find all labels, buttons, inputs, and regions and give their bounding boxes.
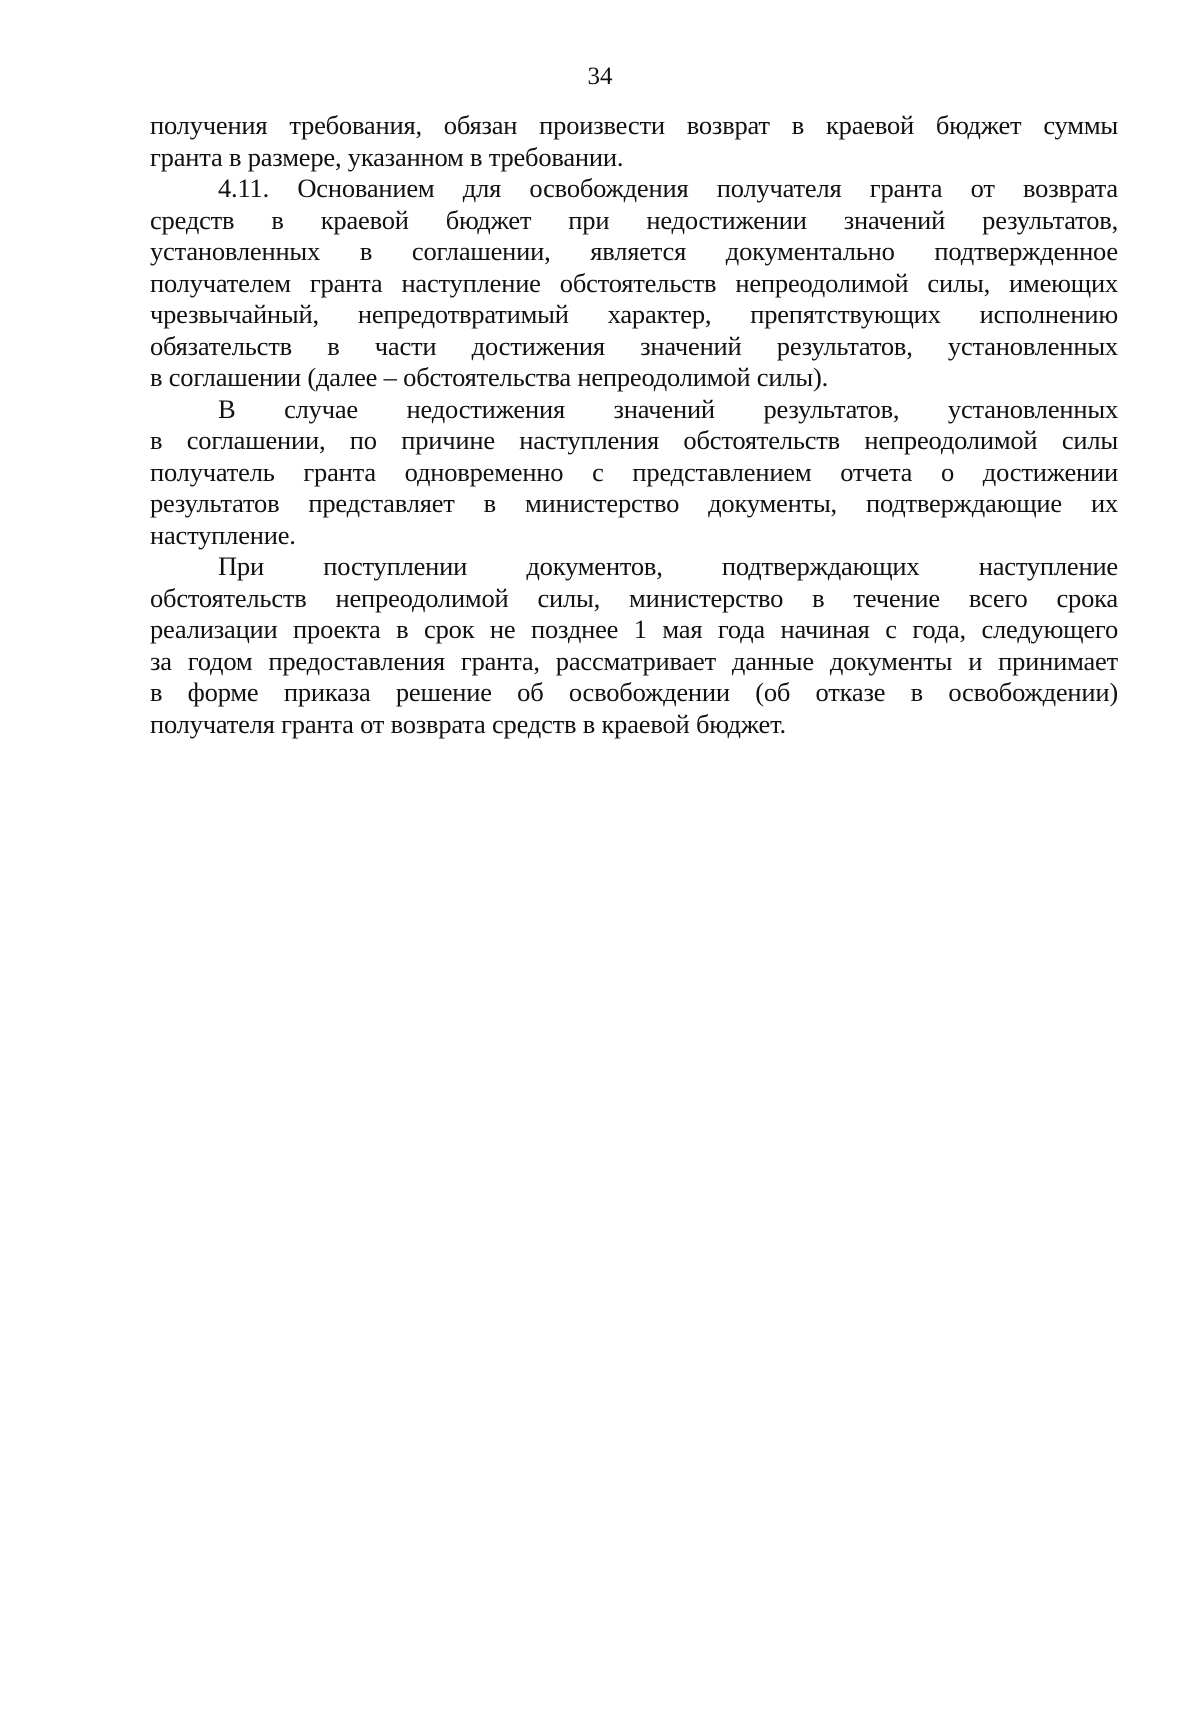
text-line: результатов представляет в министерство документы, подтверждающие их <box>150 488 1118 518</box>
text-line: получатель гранта одновременно с представлением отчета о достижении <box>150 456 1118 487</box>
paragraph-continuation <box>150 110 1118 173</box>
text-line: реализации проекта в срок не позднее 1 мая года начиная с года, следующего <box>150 614 1118 644</box>
text-line: средств в краевой бюджет при недостижении значений результатов, <box>150 204 1118 235</box>
document-body <box>150 110 1118 740</box>
text-line: обязательств в части достижения значений результатов, установленных <box>150 330 1118 361</box>
text-line: в форме приказа решение об освобождении (об отказе в освобождении) <box>150 677 1118 707</box>
text-line: в соглашении, по причине наступления обстоятельств непреодолимой силы <box>150 425 1118 455</box>
text-line: получения требования, обязан произвести возврат в краевой бюджет суммы <box>150 110 1118 140</box>
text-line: получателем гранта наступление обстоятельств непреодолимой силы, имеющих <box>150 267 1118 298</box>
text-line: за годом предоставления гранта, рассматривает данные документы и принимает <box>150 645 1118 676</box>
text-line: 4.11. Основанием для освобождения получателя гранта от возврата <box>218 173 1118 203</box>
text-line: чрезвычайный, непредотвратимый характер, препятствующих исполнению <box>150 299 1118 329</box>
page-number: 34 <box>587 63 613 90</box>
text-line: получателя гранта от возврата средств в краевой бюджет. <box>150 708 786 739</box>
text-line: В случае недостижения значений результатов, установленных <box>218 393 1118 424</box>
text-line: в соглашении (далее – обстоятельства непреодолимой силы). <box>150 362 829 392</box>
text-line: наступление. <box>150 519 296 550</box>
paragraph-documents-receipt <box>150 551 1118 740</box>
text-line: обстоятельств непреодолимой силы, министерство в течение всего срока <box>150 582 1118 613</box>
text-line: установленных в соглашении, является документально подтвержденное <box>150 236 1118 266</box>
paragraph-force-majeure-case <box>150 394 1118 552</box>
paragraph-4-11 <box>150 173 1118 394</box>
text-line: гранта в размере, указанном в требовании. <box>150 141 624 172</box>
text-line: При поступлении документов, подтверждающих наступление <box>218 551 1118 581</box>
